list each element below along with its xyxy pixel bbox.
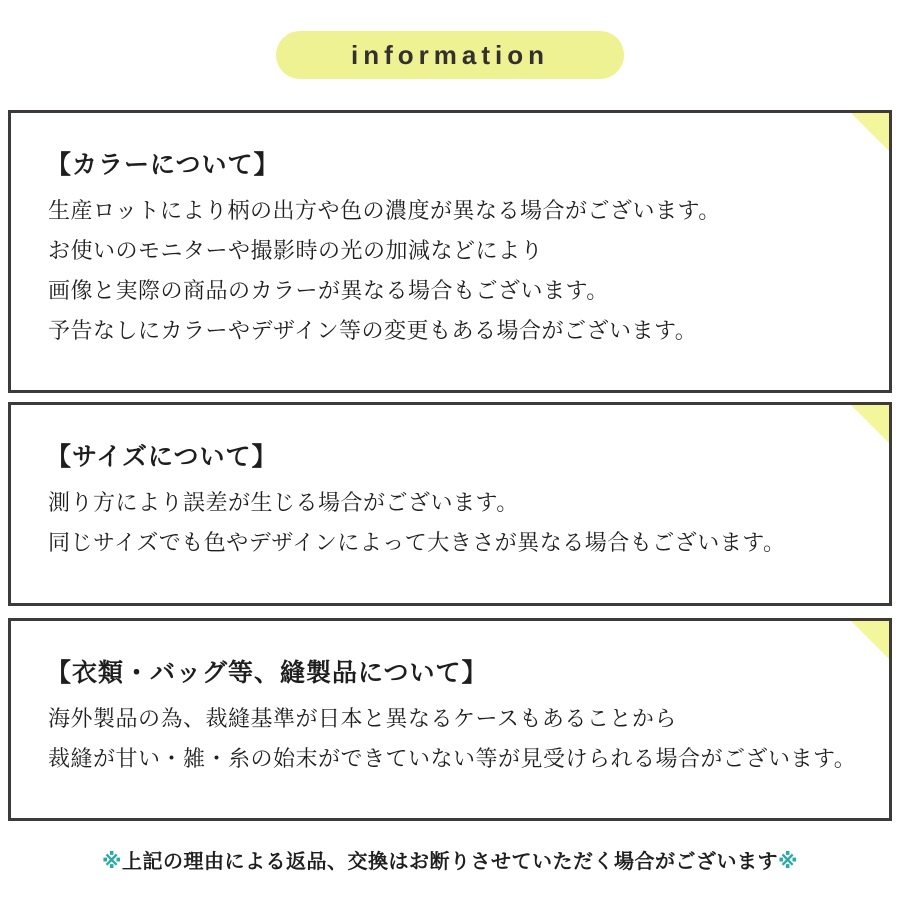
notice-box-color (8, 110, 892, 393)
size-section-heading: 【サイズについて】 (46, 443, 278, 471)
size-section-line: 同じサイズでも色やデザインによって大きさが異なる場合もございます。 (48, 530, 786, 555)
note-mark-right: ※ (778, 851, 798, 873)
folded-corner-icon (851, 621, 889, 659)
folded-corner-icon (851, 113, 889, 151)
sewing-section-line: 裁縫が甘い・雑・糸の始末ができていない等が見受けられる場合がございます。 (48, 746, 857, 771)
color-section-line: 生産ロットにより柄の出方や色の濃度が異なる場合がございます。 (48, 198, 721, 223)
color-section-heading: 【カラーについて】 (46, 151, 280, 179)
information-badge (276, 31, 624, 79)
notice-box-sewing (8, 618, 892, 821)
sewing-section-heading: 【衣類・バッグ等、縫製品について】 (46, 659, 488, 687)
sewing-section-line: 海外製品の為、裁縫基準が日本と異なるケースもあることから (48, 706, 677, 731)
color-section-line: 画像と実際の商品のカラーが異なる場合もございます。 (48, 278, 609, 303)
return-policy-note (0, 845, 900, 874)
note-text: 上記の理由による返品、交換はお断りさせていただく場合がございます (122, 851, 778, 873)
note-mark-left: ※ (102, 851, 122, 873)
notice-box-size (8, 402, 892, 606)
color-section-line: お使いのモニターや撮影時の光の加減などにより (48, 238, 544, 263)
color-section-line: 予告なしにカラーやデザイン等の変更もある場合がございます。 (48, 318, 698, 343)
information-badge-label: information (351, 39, 549, 70)
folded-corner-icon (851, 405, 889, 443)
size-section-line: 測り方により誤差が生じる場合がございます。 (48, 490, 519, 515)
